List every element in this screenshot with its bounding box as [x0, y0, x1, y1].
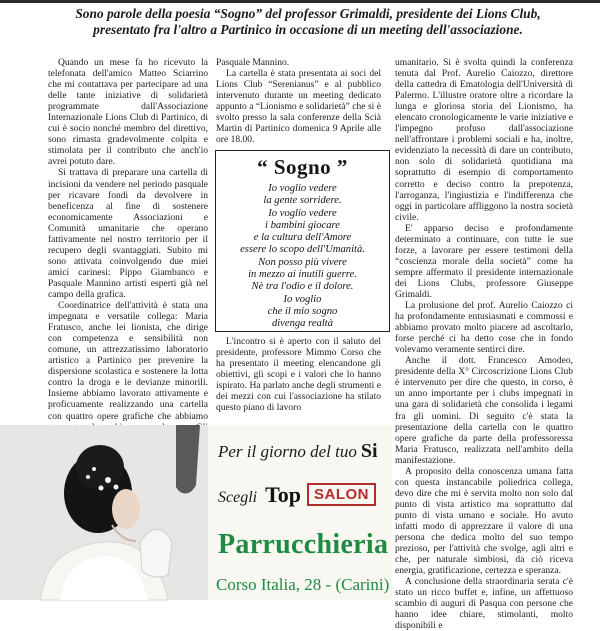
ad-address: Corso Italia, 28 - (Carini) — [216, 575, 390, 594]
paragraph: Si trattava di preparare una cartella di incisioni da vendere nel periodo pasquale per ricavare fondi da devolvere in beneficenza al fine di sostenere economicamente Associazioni e Comunità umanitarie che operano fattivamente nel nostro territorio per il recupero degli svantaggiati. Subito mi sono attivata coinvolgendo due miei amici carinesi: Pippo Giambanco e Pasquale Mannino artisti esperti già nel campo della grafica. — [48, 167, 208, 300]
ad-brand-salon: SALON — [307, 483, 376, 506]
poem-line: Non posso più vivere — [258, 256, 347, 268]
poem-line: e la cultura dell'Amore — [253, 232, 352, 244]
ad-si: Si — [360, 440, 378, 462]
bride-photo — [0, 425, 208, 600]
intro-line-1: Sono parole della poesia “Sogno” del professor Grimaldi, presidente dei Lions Club, — [75, 6, 541, 21]
intro-line-2: presentato fra l'altro a Partinico in occasione di un meeting dell'associazione. — [93, 22, 523, 37]
paragraph: La prolusione del prof. Aurelio Caiozzo ci ha profondamente entusiasmati e commossi e abbiamo provato molto piacere ad ascoltarlo, forse perché ci ha detto cose che in fondo volevamo veramente sentirci dire. — [395, 300, 573, 356]
poem-box — [215, 150, 390, 332]
poem-line: Io voglio — [283, 293, 322, 305]
poem-line: la gente sorridere. — [263, 195, 342, 207]
paragraph: Pasquale Mannino. — [216, 57, 290, 68]
article-column-1 — [48, 57, 208, 422]
poem-line: che il mio sogno — [267, 305, 338, 317]
intro-heading — [28, 6, 588, 38]
article-column-3 — [395, 57, 573, 631]
paragraph: L'incontro si è aperto con il saluto del presidente, professore Mimmo Corso che ha presentato il meeting elencandone gli obiettivi, gli scopi e i valori che lo hanno ispirato. Ha parlato anche degli strumenti e dei mezzi con cui l'associazione ha stilato questo piano di lavoro — [216, 336, 381, 414]
poem-line: Nè tra l'odio e il dolore. — [251, 281, 354, 293]
poem-line: Io voglio vedere — [268, 183, 337, 194]
paragraph: A proposito della conoscenza umana fatta con questa instancabile poliedrica collega, devo dire che mi è servita molto non solo dal punto di vista artistico ma soprattutto dal punto di vista umano e sociale. Ho avuto infatti modo di apprezzare il valore di una persona che dedica molto del suo tempo prezioso, per l'attività che svolge, agli altri e che, per naturale simbiosi, da ciò riceva energia, gratificazione, certezza e speranza. — [395, 465, 573, 577]
poem-line: in mezzo ai inutili guerre. — [248, 269, 357, 281]
ad-brand-row — [218, 482, 376, 508]
paragraph: umanitario. Si è svolta quindi la conferenza tenuta dal Prof. Aurelio Caiozzo, direttore della cattedra di Ematologia dell'Università di Palermo. L'illustre oratore oltre a ricordare la lunga e gloriosa storia del Lionismo, ha elencato cronologicamente le varie iniziative e l'impegno profuso dall'associazione nell'affrontare i problemi sociali e ha, inoltre, evidenziato la necessità di dare un contributo, non solo di solidarietà quotidiana ma soprattutto di esempio di comportamento corretto e deciso contro la prepotenza, l'arroganza, l'ingiustizia e l'indifferenza che oggi in particolare affliggono la nostra società civile. — [395, 57, 573, 223]
top-rule — [0, 0, 600, 3]
ad-tagline — [218, 440, 378, 463]
paragraph: La cartella è stata presentata ai soci del Lions Club “Serenianus” e al pubblico intervenuto durante un meeting dedicato appunto a “Lionismo e solidarietà” che si è svolto presso la sala conferenze della Scià Martin di Partinico domenica 9 Aprile alle ore 18.00. — [216, 68, 381, 146]
poem-line: essere lo scopo dell'Umanità. — [240, 244, 365, 256]
paragraph: E' apparso deciso e profondamente determinato a continuare, con tutte le sue forze, a lavorare per essere testimoni della “coscienza morale della società” come ha sempre affermato il presidente internazionale dei Lions Clubs, professore Giuseppe Grimaldi. — [395, 222, 573, 300]
poem-line: divenga realtà — [271, 318, 334, 330]
paragraph: Anche il dott. Francesco Amodeo, presidente della X° Circoscrizione Lions Club è intervenuto per dire che questo, in corso, è un anno importante per i clubs impegnati in una gara di solidarietà che consolida i legami fra gli uomini. Di seguito c'è stata la presentazione della cartella con le quattro opere grafiche da parte della professoressa Maria Fratusco, realizzata nell'ambito della manifestazione. — [395, 355, 573, 466]
paragraph: Quando un mese fa ho ricevuto la telefonata dell'amico Matteo Sciarrino che mi contattava per partecipare ad una delle tante iniziative di solidarietà programmate dall'Associazione Internazionale Lions Club di Partinico, di cui è socio nonché membro del direttivo, sono rimasta gradevolmente colpita e stimolata per il contributo che anch'io avrei potuto dare. — [48, 57, 208, 168]
poem-line: Io voglio vedere — [268, 207, 337, 219]
ad-business-name: Parrucchieria — [218, 529, 389, 560]
ad-tagline-text: Per il giorno del tuo — [218, 442, 357, 461]
advertisement — [0, 425, 392, 600]
article-column-2-top — [216, 57, 381, 147]
paragraph: A conclusione della straordinaria serata c'è stato un ricco buffet e, infine, un affettuoso scambio di auguri di Pasqua con persone che hanno idee chiare, stimolanti, molto disponibili e — [395, 576, 573, 631]
poem-title: “ Sogno ” — [257, 155, 348, 179]
poem-lines — [216, 183, 389, 331]
bride-illustration — [0, 425, 208, 600]
ad-brand-top: Top — [265, 482, 301, 507]
ad-copy — [208, 425, 392, 600]
poem-line: i bambini giocare — [265, 219, 340, 231]
paragraph: Coordinatrice dell'attività è stata una impegnata e versatile collega: Maria Fratusco, anche lei lionista, che dirige con competenza e sensibilità non comune, un attrezzatissimo laboratorio artistico a Partinico per prevenire la dispersione scolastica e sostenere la lotta contro la droga e le devianze minorili. Insieme abbiamo lavorato attivamente e proficuamente realizzando una cartella con quattro opere grafiche che abbiamo — [48, 300, 208, 422]
ad-scegli: Scegli — [218, 489, 258, 506]
